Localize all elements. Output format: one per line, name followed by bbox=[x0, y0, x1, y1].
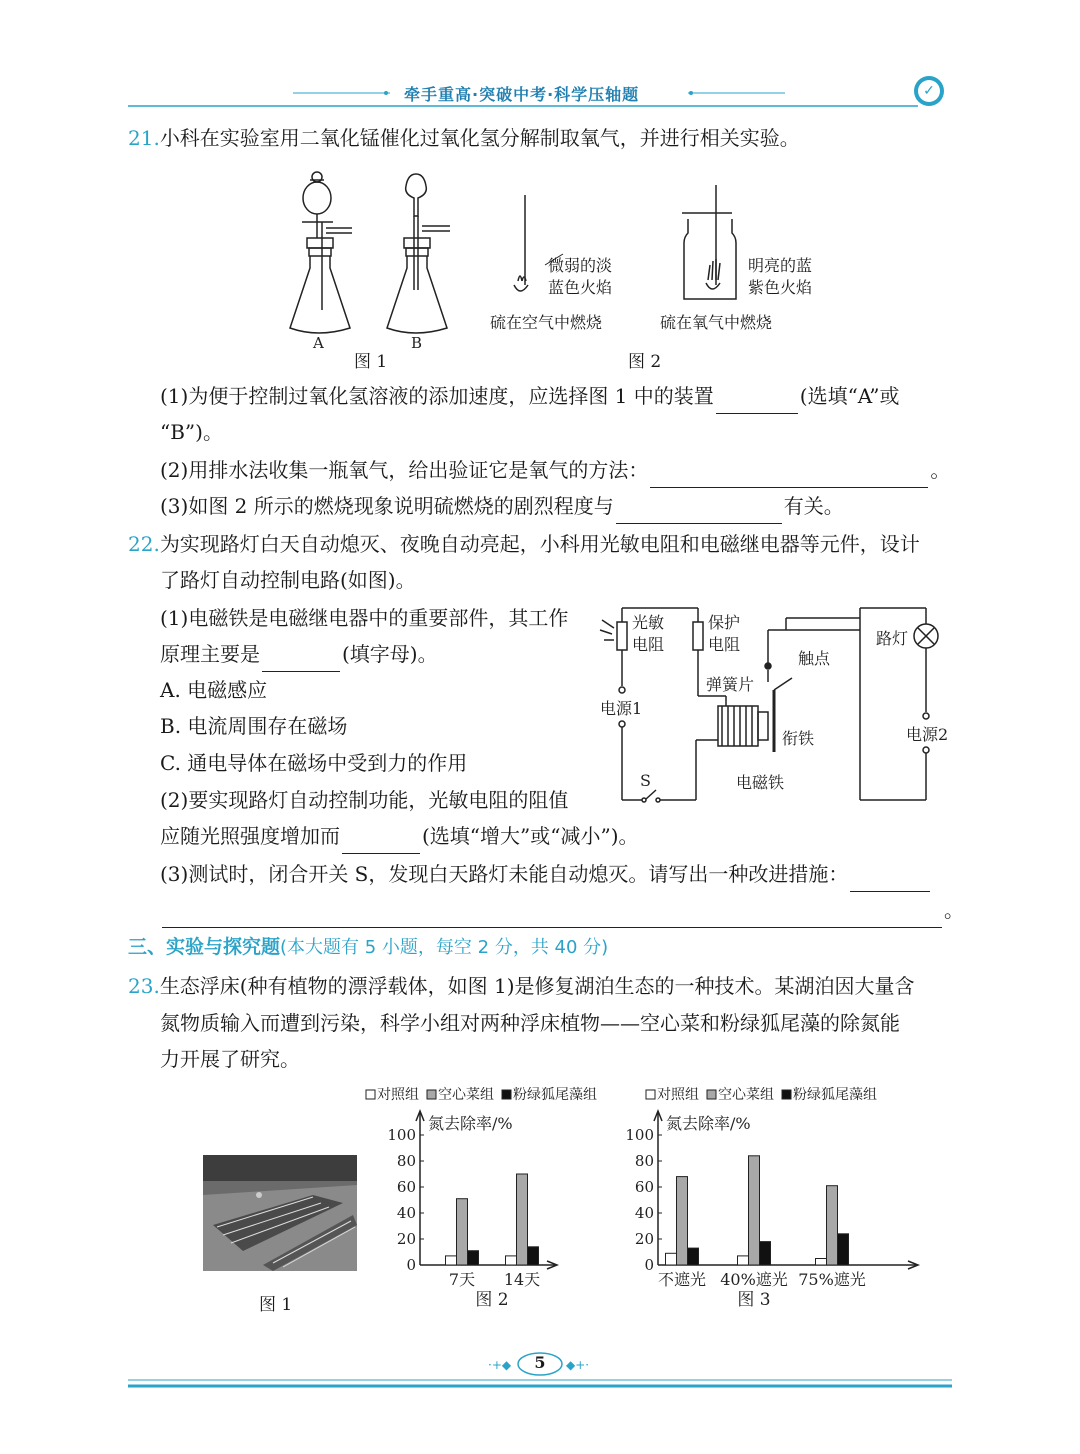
y-tick-label-1: 20 bbox=[634, 1230, 654, 1248]
floating-bed-photo bbox=[203, 1155, 357, 1271]
y-tick-label-3: 60 bbox=[396, 1178, 416, 1196]
chart-caption: 图 2 bbox=[475, 1290, 509, 1310]
bar-1-0 bbox=[738, 1256, 749, 1265]
legend-swatch-1 bbox=[707, 1090, 716, 1099]
bar-1-0 bbox=[506, 1256, 517, 1265]
header-title: 牵手重高·突破中考·科学压轴题 bbox=[404, 85, 640, 104]
flame-air-line2: 蓝色火焰 bbox=[548, 278, 613, 297]
x-tick-label-2: 75%遮光 bbox=[798, 1270, 866, 1289]
page-header bbox=[128, 76, 952, 110]
q22-part3-text: (3)测试时，闭合开关 S，发现白天路灯未能自动熄灭。请写出一种改进措施： bbox=[160, 862, 849, 886]
q22-part2-text: 应随光照强度增加而 bbox=[160, 824, 340, 848]
power1-label: 电源1 bbox=[600, 699, 643, 718]
flame-air-label bbox=[548, 255, 612, 299]
q21-fig2-caption: 图 2 bbox=[628, 352, 662, 372]
air-burning-caption: 硫在空气中燃烧 bbox=[490, 313, 603, 332]
q21-part2 bbox=[160, 452, 950, 488]
y-tick-label-0: 0 bbox=[644, 1256, 654, 1274]
q22-part1-line2 bbox=[160, 636, 438, 672]
flame-o2-line1: 明亮的蓝 bbox=[748, 256, 813, 275]
q23-line2: 氮物质输入而遭到污染，科学小组对两种浮床植物——空心菜和粉绿狐尾藻的除氮能 bbox=[160, 1011, 900, 1035]
q22-part1-blank[interactable] bbox=[262, 647, 340, 672]
y-tick-label-2: 40 bbox=[396, 1204, 416, 1222]
page-number: 5 bbox=[534, 1353, 546, 1372]
q21-stem-line bbox=[128, 120, 800, 156]
legend-swatch-2 bbox=[502, 1090, 511, 1099]
ldr-label-1: 光敏 bbox=[632, 613, 665, 632]
q21-part3-end: 有关。 bbox=[783, 494, 844, 518]
y-tick-label-4: 80 bbox=[396, 1152, 416, 1170]
flame-o2-line2: 紫色火焰 bbox=[748, 278, 813, 297]
bar-0-1 bbox=[457, 1199, 468, 1265]
y-tick-label-5: 100 bbox=[625, 1126, 654, 1144]
section-3-heading bbox=[128, 932, 608, 963]
bar-0-1 bbox=[677, 1177, 688, 1265]
bar-1-1 bbox=[517, 1174, 528, 1265]
q22-option-b: B. 电流周围存在磁场 bbox=[160, 714, 348, 738]
q22-part2-line1: (2)要实现路灯自动控制功能，光敏电阻的阻值 bbox=[160, 788, 569, 812]
q21-part3-text: (3)如图 2 所示的燃烧现象说明硫燃烧的剧烈程度与 bbox=[160, 494, 614, 518]
protect-label-1: 保护 bbox=[708, 613, 741, 632]
logo-icon: ✓ bbox=[914, 76, 944, 106]
q22-number: 22. bbox=[128, 532, 160, 556]
y-axis-label: 氮去除率/% bbox=[428, 1114, 513, 1133]
q22-part3-end: 。 bbox=[944, 898, 964, 922]
q21-part2-blank[interactable] bbox=[650, 463, 928, 488]
y-tick-label-0: 0 bbox=[406, 1256, 416, 1274]
chart-caption: 图 3 bbox=[737, 1290, 771, 1310]
y-tick-label-5: 100 bbox=[387, 1126, 416, 1144]
q22-part3-line2 bbox=[160, 892, 964, 928]
q21-part2-end: 。 bbox=[930, 458, 951, 482]
svg-text:◆+·: ◆+· bbox=[566, 1358, 590, 1372]
q21-part3-blank[interactable] bbox=[616, 499, 782, 524]
q21-number: 21. bbox=[128, 126, 160, 150]
flask-b-label: B bbox=[411, 334, 423, 352]
y-tick-label-2: 40 bbox=[634, 1204, 654, 1222]
q21-part1-blank[interactable] bbox=[716, 389, 798, 414]
legend-label-0: 对照组 bbox=[377, 1087, 419, 1103]
q23-line3: 力开展了研究。 bbox=[160, 1047, 300, 1071]
bar-0-2 bbox=[468, 1251, 479, 1265]
relay-circuit-diagram bbox=[596, 600, 960, 810]
bar-1-2 bbox=[760, 1242, 771, 1265]
x-tick-label-0: 不遮光 bbox=[657, 1270, 707, 1289]
legend-swatch-2 bbox=[782, 1090, 791, 1099]
y-tick-label-3: 60 bbox=[634, 1178, 654, 1196]
bar-1-2 bbox=[528, 1247, 539, 1265]
protect-label-2: 电阻 bbox=[708, 635, 741, 654]
legend-swatch-0 bbox=[366, 1090, 375, 1099]
switch-label: S bbox=[640, 771, 651, 790]
sulfur-in-oxygen-figure bbox=[676, 185, 756, 305]
contact-label: 触点 bbox=[798, 649, 831, 668]
legend-label-2: 粉绿狐尾藻组 bbox=[513, 1087, 597, 1103]
q21-part1-hint: (选填“A”或 bbox=[799, 384, 900, 408]
q22-part3 bbox=[160, 856, 932, 892]
legend-swatch-1 bbox=[427, 1090, 436, 1099]
chart-fig2 bbox=[360, 1080, 597, 1310]
bar-2-1 bbox=[827, 1186, 838, 1265]
q22-part1-text: 原理主要是 bbox=[160, 642, 260, 666]
x-tick-label-0: 7天 bbox=[448, 1270, 476, 1289]
legend-label-0: 对照组 bbox=[657, 1087, 699, 1103]
q22-part1-hint: (填字母)。 bbox=[342, 642, 438, 666]
q22-part3-blank2[interactable] bbox=[162, 903, 942, 928]
q22-stem-line1 bbox=[128, 526, 920, 562]
bar-2-2 bbox=[838, 1234, 849, 1265]
o2-burning-caption: 硫在氧气中燃烧 bbox=[660, 313, 773, 332]
ldr-resistor bbox=[617, 622, 627, 650]
bar-0-2 bbox=[688, 1248, 699, 1265]
legend-label-1: 空心菜组 bbox=[718, 1087, 774, 1103]
q23-fig1-caption: 图 1 bbox=[259, 1295, 293, 1315]
q22-part3-blank[interactable] bbox=[850, 867, 930, 892]
protect-resistor bbox=[693, 622, 703, 650]
x-tick-label-1: 40%遮光 bbox=[720, 1270, 788, 1289]
bar-1-1 bbox=[749, 1156, 760, 1265]
y-axis-label: 氮去除率/% bbox=[666, 1114, 751, 1133]
flask-a-figure bbox=[280, 160, 380, 360]
q21-part3 bbox=[160, 488, 844, 524]
flame-air-line1: 微弱的淡 bbox=[548, 256, 613, 275]
lamp-label: 路灯 bbox=[876, 629, 909, 648]
x-tick-label-1: 14天 bbox=[503, 1270, 541, 1289]
chart-fig3 bbox=[620, 1080, 920, 1310]
q21-part1 bbox=[160, 378, 900, 414]
svg-text:·+◆: ·+◆ bbox=[488, 1358, 512, 1372]
q23-line1 bbox=[128, 968, 915, 1004]
magnet-label: 电磁铁 bbox=[736, 773, 785, 792]
power2-label: 电源2 bbox=[906, 725, 949, 744]
q22-part2-line2 bbox=[160, 818, 639, 854]
section-3-title: 三、实验与探究题 bbox=[128, 936, 281, 958]
q22-part2-hint: (选填“增大”或“减小”)。 bbox=[422, 824, 639, 848]
q22-part1-line1: (1)电磁铁是电磁继电器中的重要部件，其工作 bbox=[160, 606, 569, 630]
bar-0-0 bbox=[666, 1253, 677, 1265]
armature-label: 衔铁 bbox=[782, 729, 815, 748]
spring-label: 弹簧片 bbox=[706, 675, 755, 694]
q21-fig1-caption: 图 1 bbox=[354, 352, 388, 372]
ldr-label-2: 电阻 bbox=[632, 635, 665, 654]
q22-stem: 为实现路灯白天自动熄灭、夜晚自动亮起，小科用光敏电阻和电磁继电器等元件，设计 bbox=[159, 532, 920, 556]
y-tick-label-1: 20 bbox=[396, 1230, 416, 1248]
flask-b-figure bbox=[378, 160, 478, 360]
q22-option-c: C. 通电导体在磁场中受到力的作用 bbox=[160, 751, 468, 775]
section-3-note: (本大题有 5 小题，每空 2 分，共 40 分) bbox=[280, 937, 609, 958]
legend-label-2: 粉绿狐尾藻组 bbox=[793, 1087, 877, 1103]
q21-stem: 小科在实验室用二氧化锰催化过氧化氢分解制取氧气，并进行相关实验。 bbox=[159, 126, 800, 150]
q23-number: 23. bbox=[128, 974, 160, 998]
legend-swatch-0 bbox=[646, 1090, 655, 1099]
flask-a-label: A bbox=[313, 334, 324, 352]
flame-o2-label bbox=[748, 255, 812, 299]
legend-label-1: 空心菜组 bbox=[438, 1087, 494, 1103]
q22-stem-line2: 了路灯自动控制电路(如图)。 bbox=[160, 568, 416, 592]
bar-2-0 bbox=[816, 1259, 827, 1266]
q22-option-a: A. 电磁感应 bbox=[160, 678, 268, 702]
q21-part1-text: (1)为便于控制过氧化氢溶液的添加速度，应选择图 1 中的装置 bbox=[160, 384, 714, 408]
y-tick-label-4: 80 bbox=[634, 1152, 654, 1170]
q23-stem: 生态浮床(种有植物的漂浮载体，如图 1)是修复湖泊生态的一种技术。某湖泊因大量含 bbox=[159, 974, 915, 998]
bar-0-0 bbox=[446, 1256, 457, 1265]
q21-part1-cont: “B”)。 bbox=[160, 420, 223, 444]
q21-part2-text: (2)用排水法收集一瓶氧气，给出验证它是氧气的方法： bbox=[160, 458, 649, 482]
q22-part2-blank[interactable] bbox=[342, 829, 420, 854]
